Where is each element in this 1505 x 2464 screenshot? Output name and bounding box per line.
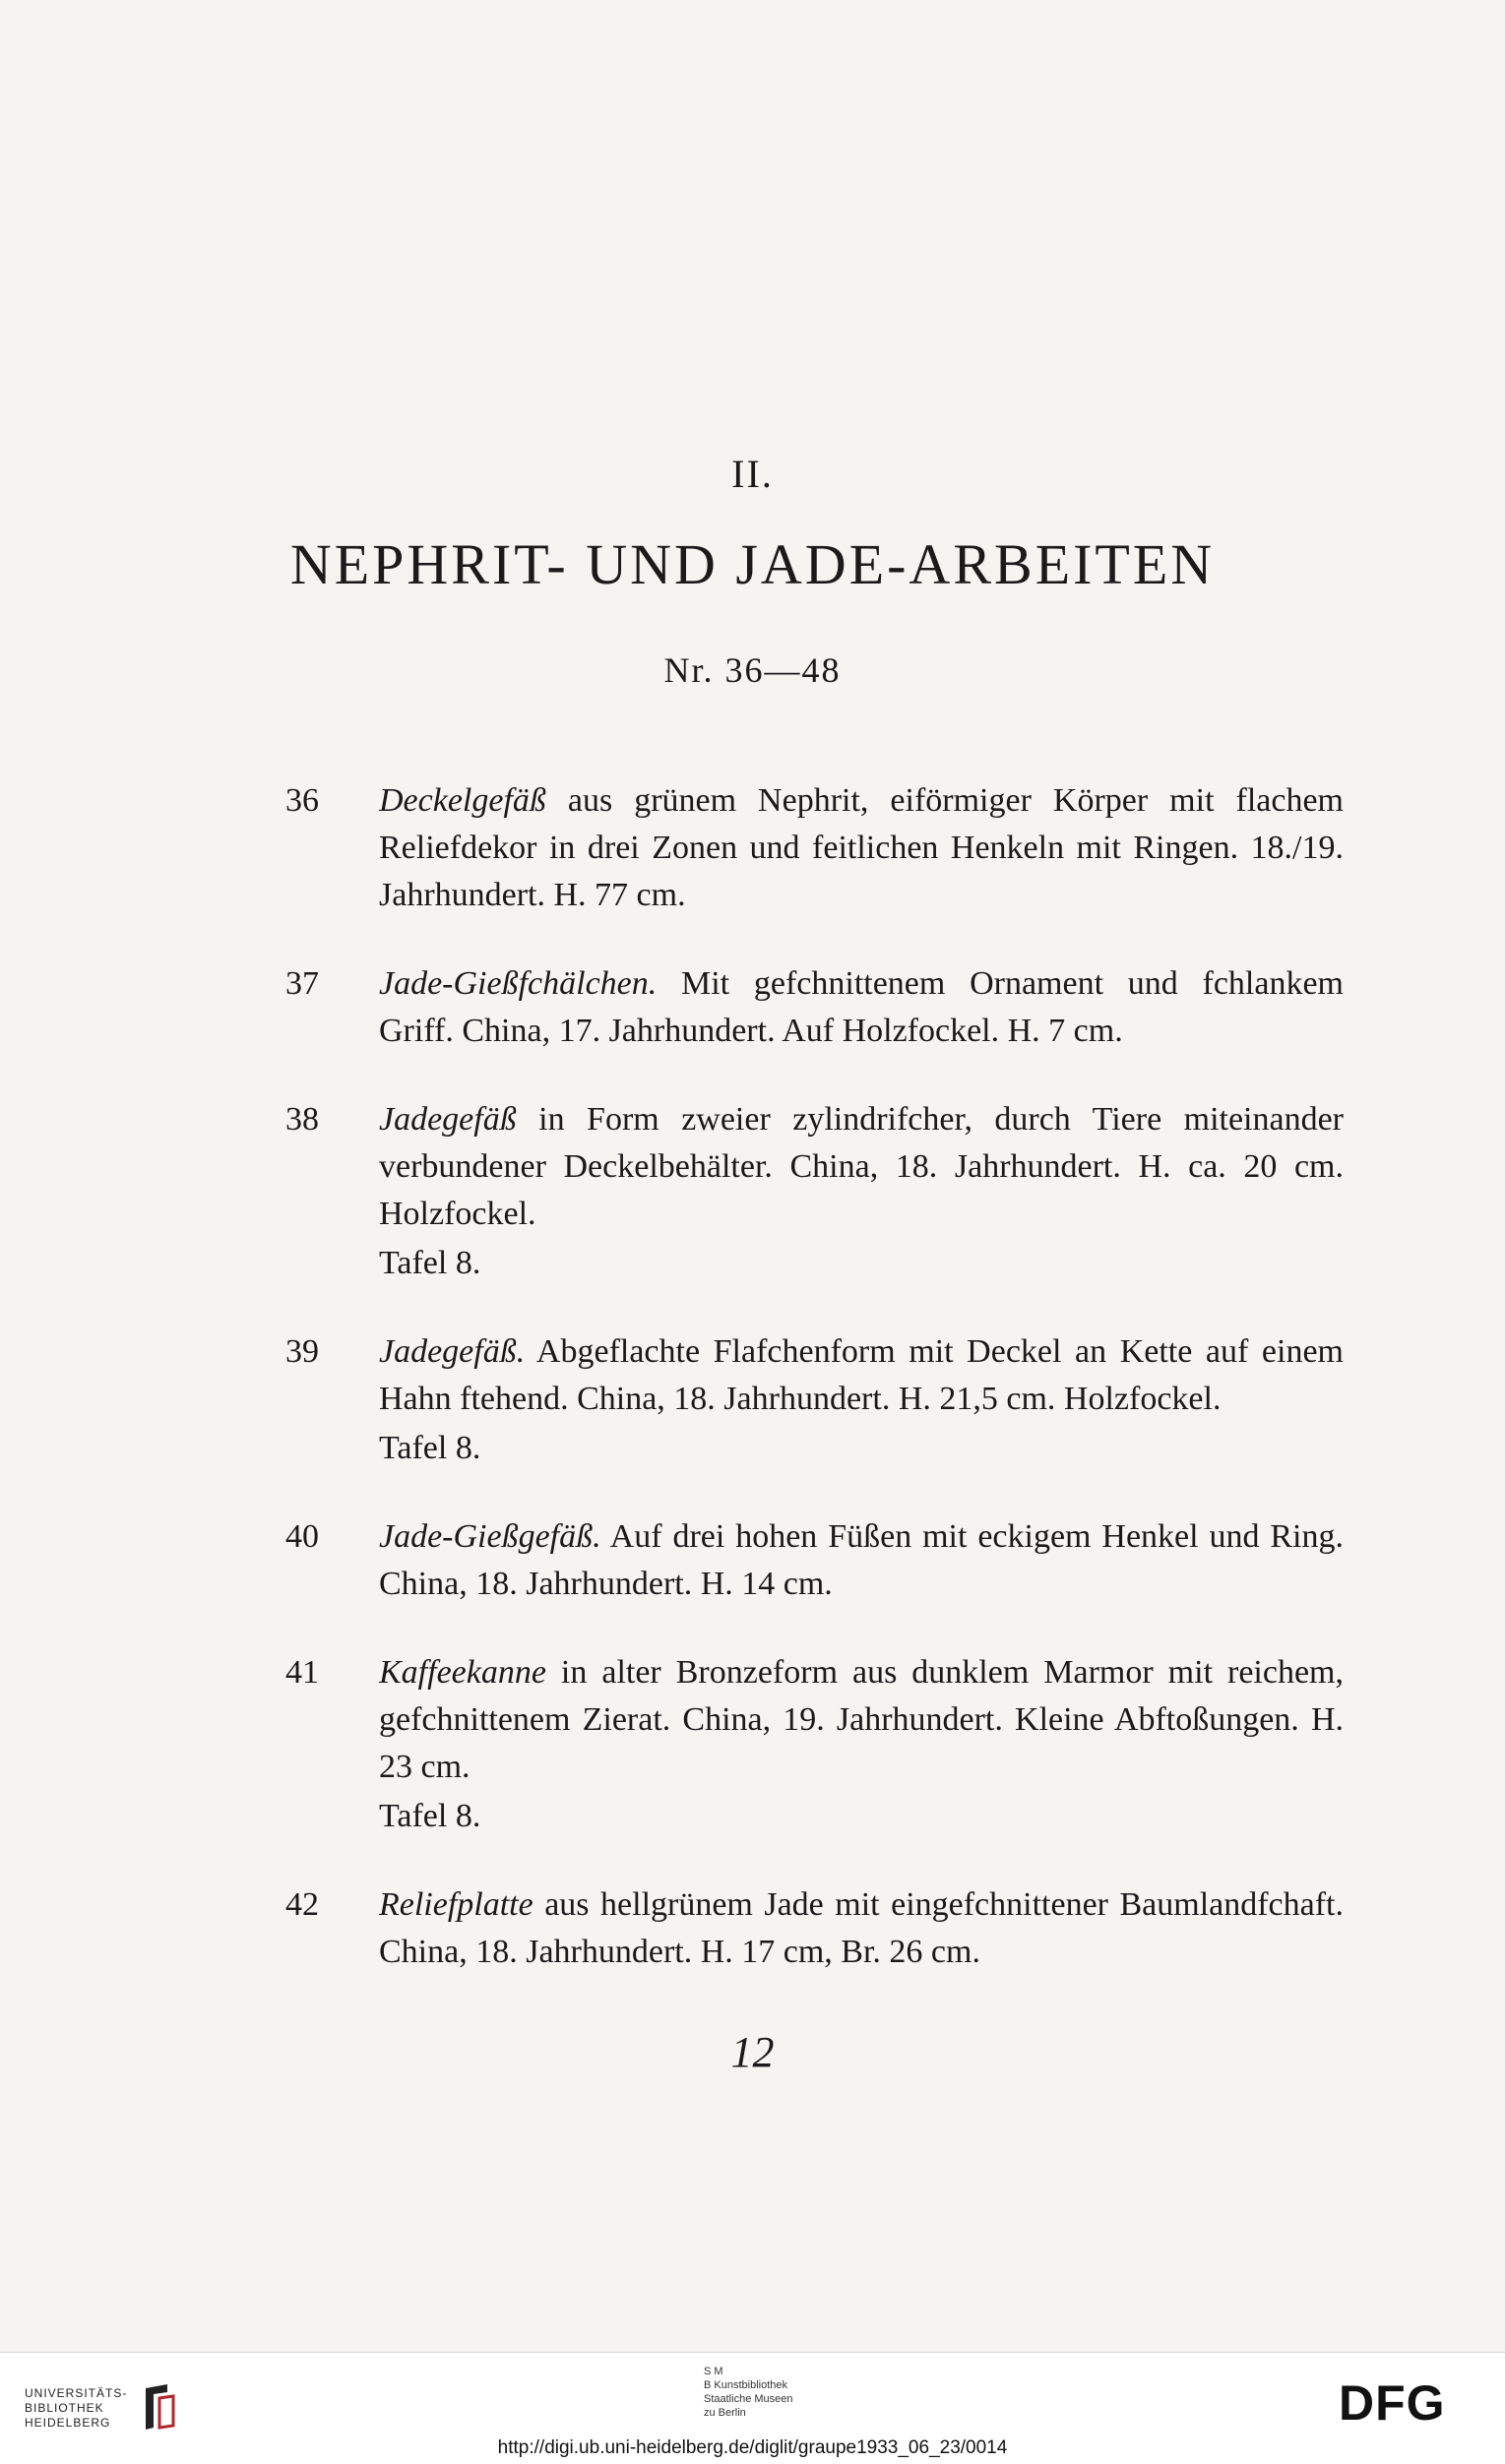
permalink-url[interactable]: http://digi.ub.uni-heidelberg.de/diglit/graupe1933_06_23/0014	[497, 2437, 1008, 2458]
entry-number: 40	[285, 1518, 319, 1555]
logo-text-line: B Kunstbibliothek	[704, 2379, 787, 2391]
entry-number: 38	[285, 1101, 319, 1138]
catalog-entry-36	[285, 777, 1344, 919]
plate-reference: Tafel 8.	[379, 1798, 481, 1834]
entry-number: 36	[285, 782, 319, 819]
entry-text: in Form zweier zylindrifcher, durch Tiere miteinander verbundener Deckelbehälter. China, 18. Jahrhundert. H. ca. 20 cm. Holzfockel.	[379, 1101, 1344, 1232]
section-range: Nr. 36—48	[663, 650, 842, 690]
entry-title: Deckelgefäß	[379, 782, 546, 819]
logo-text-line: HEIDELBERG	[25, 2416, 111, 2430]
plate-reference: Tafel 8.	[379, 1430, 481, 1466]
entry-text: aus hellgrünem Jade mit eingefchnittener Baumlandfchaft. China, 18. Jahrhundert. H. 17 cm, Br. 26 cm.	[379, 1886, 1344, 1970]
catalog-entry-42	[285, 1881, 1344, 1976]
plate-reference: Tafel 8.	[379, 1245, 481, 1281]
dfg-logo[interactable]: DFG	[1339, 2375, 1446, 2431]
entry-title: Jade-Gießgefäß.	[379, 1518, 601, 1555]
catalog-entry-40	[285, 1513, 1344, 1608]
digitization-footer	[0, 2352, 1505, 2464]
entry-title: Kaffeekanne	[379, 1654, 546, 1691]
kunstbibliothek-logo[interactable]	[704, 2365, 793, 2420]
catalog-entries	[285, 777, 1344, 2017]
section-number: II.	[731, 452, 774, 496]
logo-text-line: BIBLIOTHEK	[25, 2401, 104, 2415]
entry-number: 42	[285, 1886, 319, 1923]
logo-text-line: zu Berlin	[704, 2407, 746, 2419]
catalog-entry-38	[285, 1096, 1344, 1287]
section-title: NEPHRIT- UND JADE-ARBEITEN	[289, 532, 1216, 596]
entry-title: Jade-Gießfchälchen.	[379, 965, 658, 1002]
catalog-entry-41	[285, 1649, 1344, 1840]
university-emblem-icon	[138, 2382, 179, 2433]
entry-text: Auf drei hohen Füßen mit eckigem Henkel und Ring. China, 18. Jahrhundert. H. 14 cm.	[379, 1518, 1344, 1602]
entry-number: 41	[285, 1654, 319, 1691]
page-number: 12	[730, 2028, 775, 2076]
entry-number: 39	[285, 1333, 319, 1370]
entry-title: Jadegefäß.	[379, 1333, 526, 1370]
university-library-logo[interactable]	[25, 2386, 127, 2431]
logo-text-line: UNIVERSITÄTS-	[25, 2386, 128, 2400]
logo-text-line: Staatliche Museen	[704, 2393, 793, 2405]
entry-title: Reliefplatte	[379, 1886, 533, 1923]
entry-number: 37	[285, 965, 319, 1002]
catalog-entry-37	[285, 960, 1344, 1055]
entry-text: Abgeflachte Flafchenform mit Deckel an Kette auf einem Hahn ftehend. China, 18. Jahrhundert. H. 21,5 cm. Holzfockel.	[379, 1333, 1344, 1417]
catalog-entry-39	[285, 1328, 1344, 1472]
entry-title: Jadegefäß	[379, 1101, 517, 1138]
entry-text: in alter Bronzeform aus dunklem Marmor mit reichem, gefchnittenem Zierat. China, 19. Jahrhundert. Kleine Abftoßungen. H. 23 cm.	[379, 1654, 1344, 1785]
entry-text: aus grünem Nephrit, eiförmiger Körper mit flachem Reliefdekor in drei Zonen und feitlichen Henkeln mit Ringen. 18./19. Jahrhundert. H. 77 cm.	[379, 782, 1344, 913]
logo-text-line: S M	[704, 2366, 723, 2377]
entry-text: Mit gefchnittenem Ornament und fchlankem Griff. China, 17. Jahrhundert. Auf Holzfockel. H. 7 cm.	[379, 965, 1344, 1049]
